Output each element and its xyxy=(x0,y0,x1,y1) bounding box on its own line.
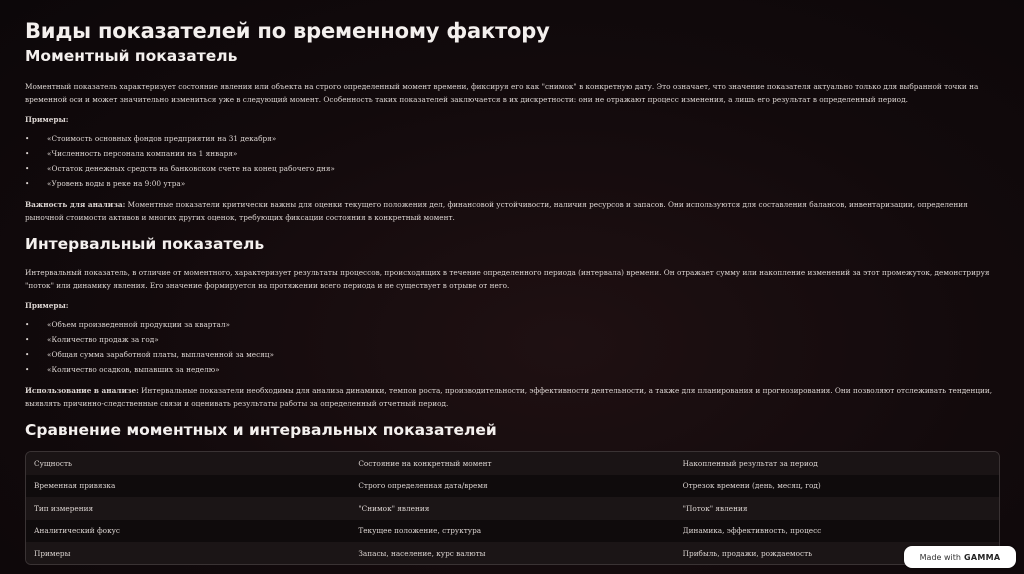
page-title: Виды показателей по временному фактору xyxy=(25,19,550,43)
comparison-table xyxy=(25,451,1000,565)
document-page xyxy=(25,18,1000,440)
table-cell: Сущность xyxy=(34,458,73,468)
moment-importance-text: Моментные показатели критически важны для оценки текущего положения дел, финансовой устойчивости, наличия ресурсов и запасов. Они используются для составления балансов, инвентаризации, определения рыночной стоимости активов и многих других оценок, требующих фиксации состояния в конкретный момент. xyxy=(25,200,968,222)
moment-heading: Моментный показатель xyxy=(25,47,238,65)
table-cell: Строго определенная дата/время xyxy=(358,481,488,491)
bullet-marker: • xyxy=(25,350,30,359)
moment-examples-list xyxy=(25,131,1000,191)
list-item: • «Стоимость основных фондов предприятия на 31 декабря» xyxy=(25,131,1000,146)
table-cell: Запасы, население, курс валюты xyxy=(358,548,486,558)
moment-description: Моментный показатель характеризует состояние явления или объекта на строго определенный момент времени, фиксируя его как "снимок" в конкретную дату. Это означает, что значение показателя актуально только для выбранной точки на временной оси и может значительно измениться уже в следующий момент. Особенность таких показателей заключается в их дискретности: они не отражают процесс изменения, а лишь его результат в определенный период. xyxy=(25,82,979,104)
bullet-marker: • xyxy=(25,320,30,329)
bullet-marker: • xyxy=(25,179,30,188)
table-cell: "Снимок" явления xyxy=(358,503,430,513)
interval-description: Интервальный показатель, в отличие от моментного, характеризует результаты процессов, происходящих в течение определенного периода (интервала) времени. Он отражает сумму или накопление изменений за этот промежуток, демонстрируя "поток" или динамику явления. Его значение формируется на протяжении всего периода и не существует в отрыве от него. xyxy=(25,268,990,290)
list-item: • «Количество осадков, выпавших за неделю» xyxy=(25,362,1000,377)
table-row xyxy=(26,542,999,565)
list-item: • «Остаток денежных средств на банковском счете на конец рабочего дня» xyxy=(25,161,1000,176)
interval-examples-list xyxy=(25,317,1000,377)
table-cell: Временная привязка xyxy=(34,481,116,491)
list-item: • «Общая сумма заработной платы, выплаченной за месяц» xyxy=(25,347,1000,362)
bullet-marker: • xyxy=(25,365,30,374)
list-item: • «Объем произведенной продукции за квартал» xyxy=(25,317,1000,332)
interval-usage-text: Интервальные показатели необходимы для анализа динамики, темпов роста, производительности, эффективности деятельности, а также для планирования и прогнозирования. Они позволяют отслеживать тенденции, выявлять причинно-следственные связи и оценивать результаты работы за определенный отчетный период. xyxy=(25,386,993,408)
moment-importance xyxy=(25,198,1000,224)
table-row xyxy=(26,475,999,498)
list-item: • «Уровень воды в реке на 9:00 утра» xyxy=(25,176,1000,191)
table-cell: Состояние на конкретный момент xyxy=(358,458,492,468)
bullet-marker: • xyxy=(25,134,30,143)
table-row xyxy=(26,452,999,475)
table-row xyxy=(26,520,999,543)
made-with-gamma-badge[interactable] xyxy=(904,546,1016,568)
made-with-label: Made with xyxy=(919,552,961,562)
table-cell: "Поток" явления xyxy=(682,503,748,513)
interval-heading: Интервальный показатель xyxy=(25,235,265,253)
table-cell: Отрезок времени (день, месяц, год) xyxy=(682,481,821,491)
moment-importance-label: Важность для анализа: xyxy=(25,200,126,209)
table-cell: Аналитический фокус xyxy=(34,526,121,536)
list-item: • «Количество продаж за год» xyxy=(25,332,1000,347)
moment-examples-label: Примеры: xyxy=(25,115,69,124)
bullet-marker: • xyxy=(25,335,30,344)
gamma-logo: GAMMA xyxy=(963,552,1001,562)
table-cell: Динамика, эффективность, процесс xyxy=(682,526,822,536)
table-cell: Прибыль, продажи, рождаемость xyxy=(682,548,813,558)
list-item: • «Численность персонала компании на 1 января» xyxy=(25,146,1000,161)
comparison-heading: Сравнение моментных и интервальных показателей xyxy=(25,421,497,439)
table-cell: Примеры xyxy=(34,548,71,558)
table-row xyxy=(26,497,999,520)
bullet-marker: • xyxy=(25,164,30,173)
interval-usage xyxy=(25,384,1000,410)
table-cell: Текущее положение, структура xyxy=(358,526,482,536)
table-cell: Тип измерения xyxy=(34,503,94,513)
interval-examples-label: Примеры: xyxy=(25,301,69,310)
interval-usage-label: Использование в анализе: xyxy=(25,386,139,395)
table-cell: Накопленный результат за период xyxy=(682,458,818,468)
bullet-marker: • xyxy=(25,149,30,158)
